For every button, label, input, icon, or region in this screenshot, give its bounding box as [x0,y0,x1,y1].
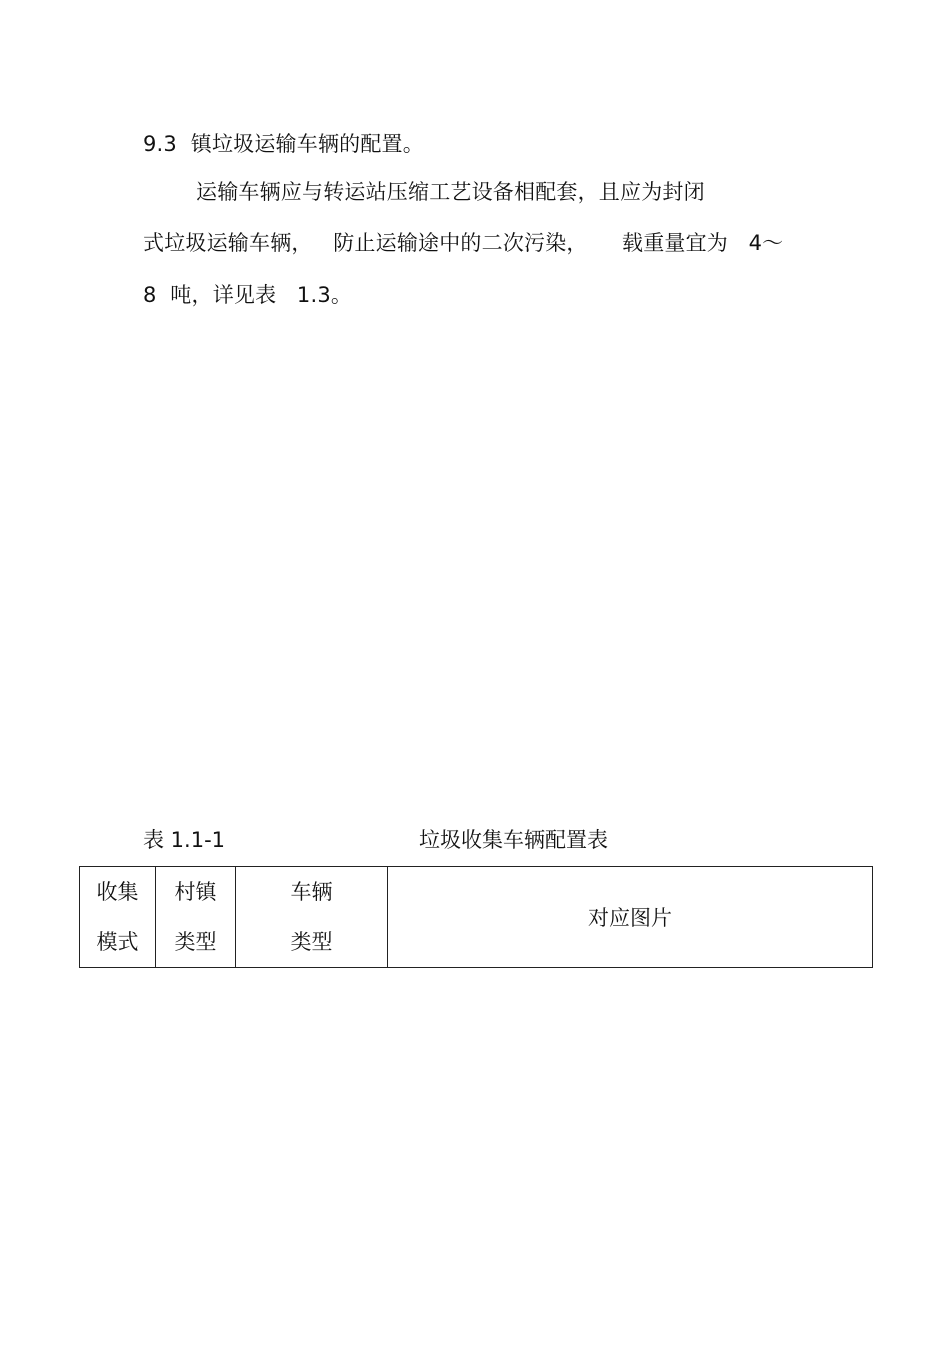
header-village-type-line2: 类型 [174,930,217,954]
header-collection-mode-line1: 收集 [96,880,139,904]
paragraph-line-1: 运输车辆应与转运站压缩工艺设备相配套，且应为封闭 [196,180,705,204]
header-corresponding-image [388,867,873,968]
header-vehicle-type [236,867,388,968]
header-collection-mode-line2: 模式 [96,930,139,954]
header-vehicle-type-line1: 车辆 [290,880,333,904]
table-header-row [80,867,873,968]
header-village-type [156,867,236,968]
table-caption-title: 垃圾收集车辆配置表 [419,828,608,852]
header-collection-mode [80,867,156,968]
table-caption-number: 表 1.1-1 [143,828,226,852]
paragraph-line-3: 8 吨，详见表 1.3。 [143,283,353,307]
vehicle-config-table [79,866,873,968]
header-vehicle-type-line2: 类型 [290,930,333,954]
section-heading: 9.3 镇垃圾运输车辆的配置。 [143,132,424,156]
header-corresponding-image-label: 对应图片 [588,906,672,930]
paragraph-line-2: 式垃圾运输车辆， 防止运输途中的二次污染， 载重量宜为 4～ [143,231,784,255]
header-village-type-line1: 村镇 [174,880,217,904]
